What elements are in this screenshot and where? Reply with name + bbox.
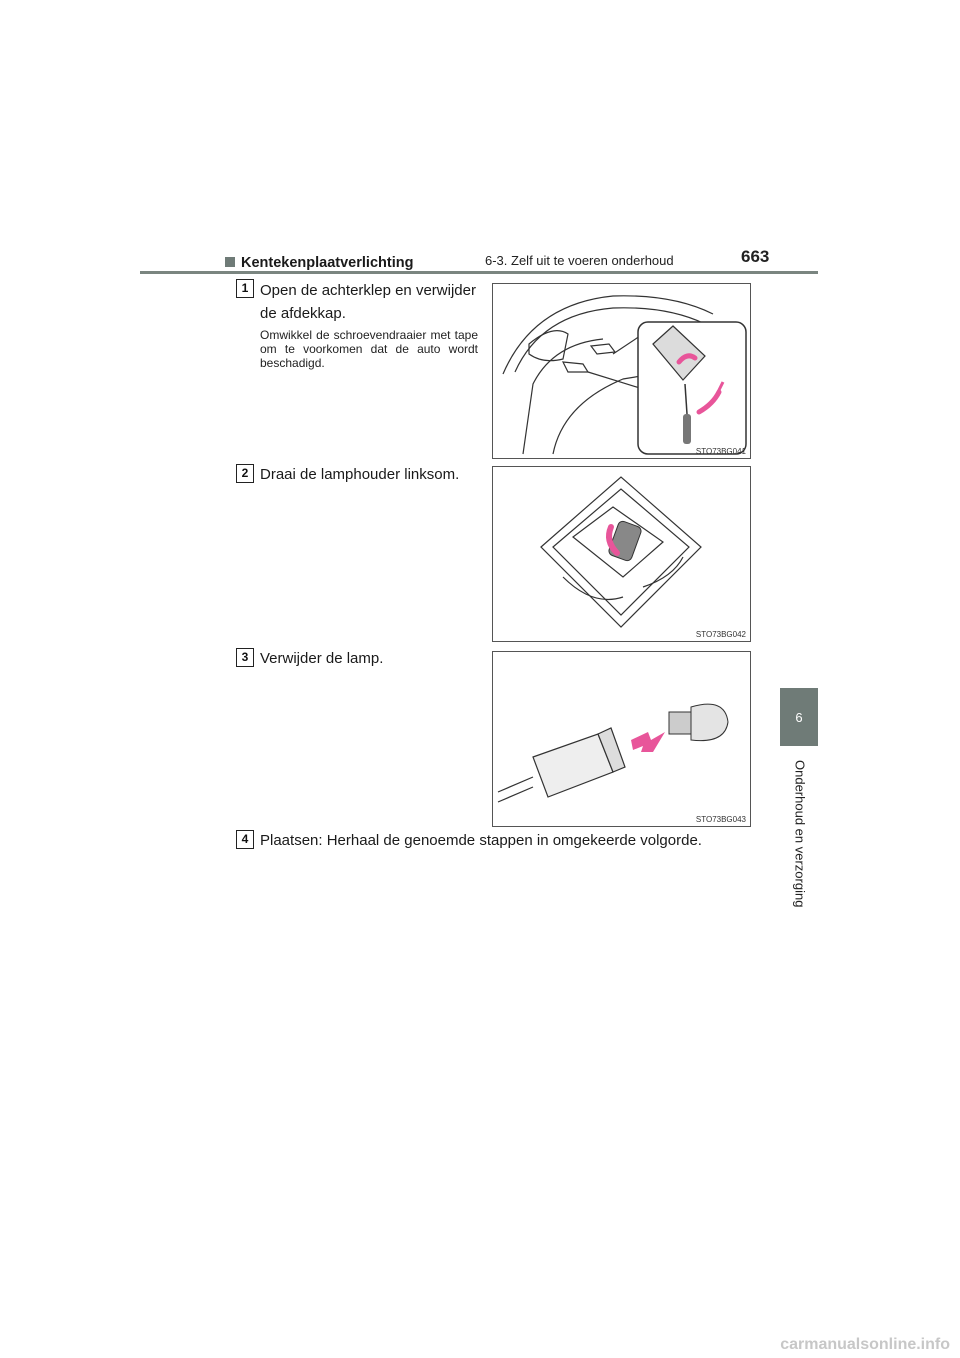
figure-lamp-holder <box>492 466 751 642</box>
figure-tailgate-cover <box>492 283 751 459</box>
footer-watermark: carmanualsonline.info <box>780 1336 950 1353</box>
step-4-line-1: Plaatsen: Herhaal de genoemde stappen in omgekeerde volgorde. <box>260 832 702 849</box>
step-4-text <box>260 829 702 852</box>
step-1-badge: 1 <box>236 279 254 298</box>
square-bullet-icon <box>225 257 235 267</box>
tailgate-illustration <box>493 284 750 458</box>
step-1-note: Omwikkel de schroevendraaier met tape om te voorkomen dat de auto wordt beschadigd. <box>260 328 478 370</box>
step-4-badge: 4 <box>236 830 254 849</box>
step-1-line-1: Open de achterklep en verwijder <box>260 282 476 299</box>
header-divider <box>140 271 818 274</box>
chapter-number: 6 <box>795 710 803 725</box>
figure-1-code: STO73BG041 <box>695 447 746 456</box>
figure-3-code: STO73BG043 <box>695 815 746 824</box>
section-heading <box>225 255 413 271</box>
step-1-line-2: de afdekkap. <box>260 305 346 322</box>
lamp-removal-illustration <box>493 652 750 826</box>
section-title-text: Kentekenplaatverlichting <box>241 255 414 271</box>
step-2-badge: 2 <box>236 464 254 483</box>
header-section-title: 6-3. Zelf uit te voeren onderhoud <box>485 253 674 268</box>
step-3-text <box>260 647 383 670</box>
chapter-title: Onderhoud en verzorging <box>792 760 808 908</box>
lamp-holder-illustration <box>493 467 750 641</box>
figure-lamp-removal <box>492 651 751 827</box>
step-2-line-1: Draai de lamphouder linksom. <box>260 466 460 483</box>
figure-2-code: STO73BG042 <box>695 630 746 639</box>
step-3-line-1: Verwijder de lamp. <box>260 650 384 667</box>
step-1-text <box>260 279 476 325</box>
page-number: 663 <box>741 247 770 266</box>
step-2-text <box>260 463 459 486</box>
step-3-badge: 3 <box>236 648 254 667</box>
